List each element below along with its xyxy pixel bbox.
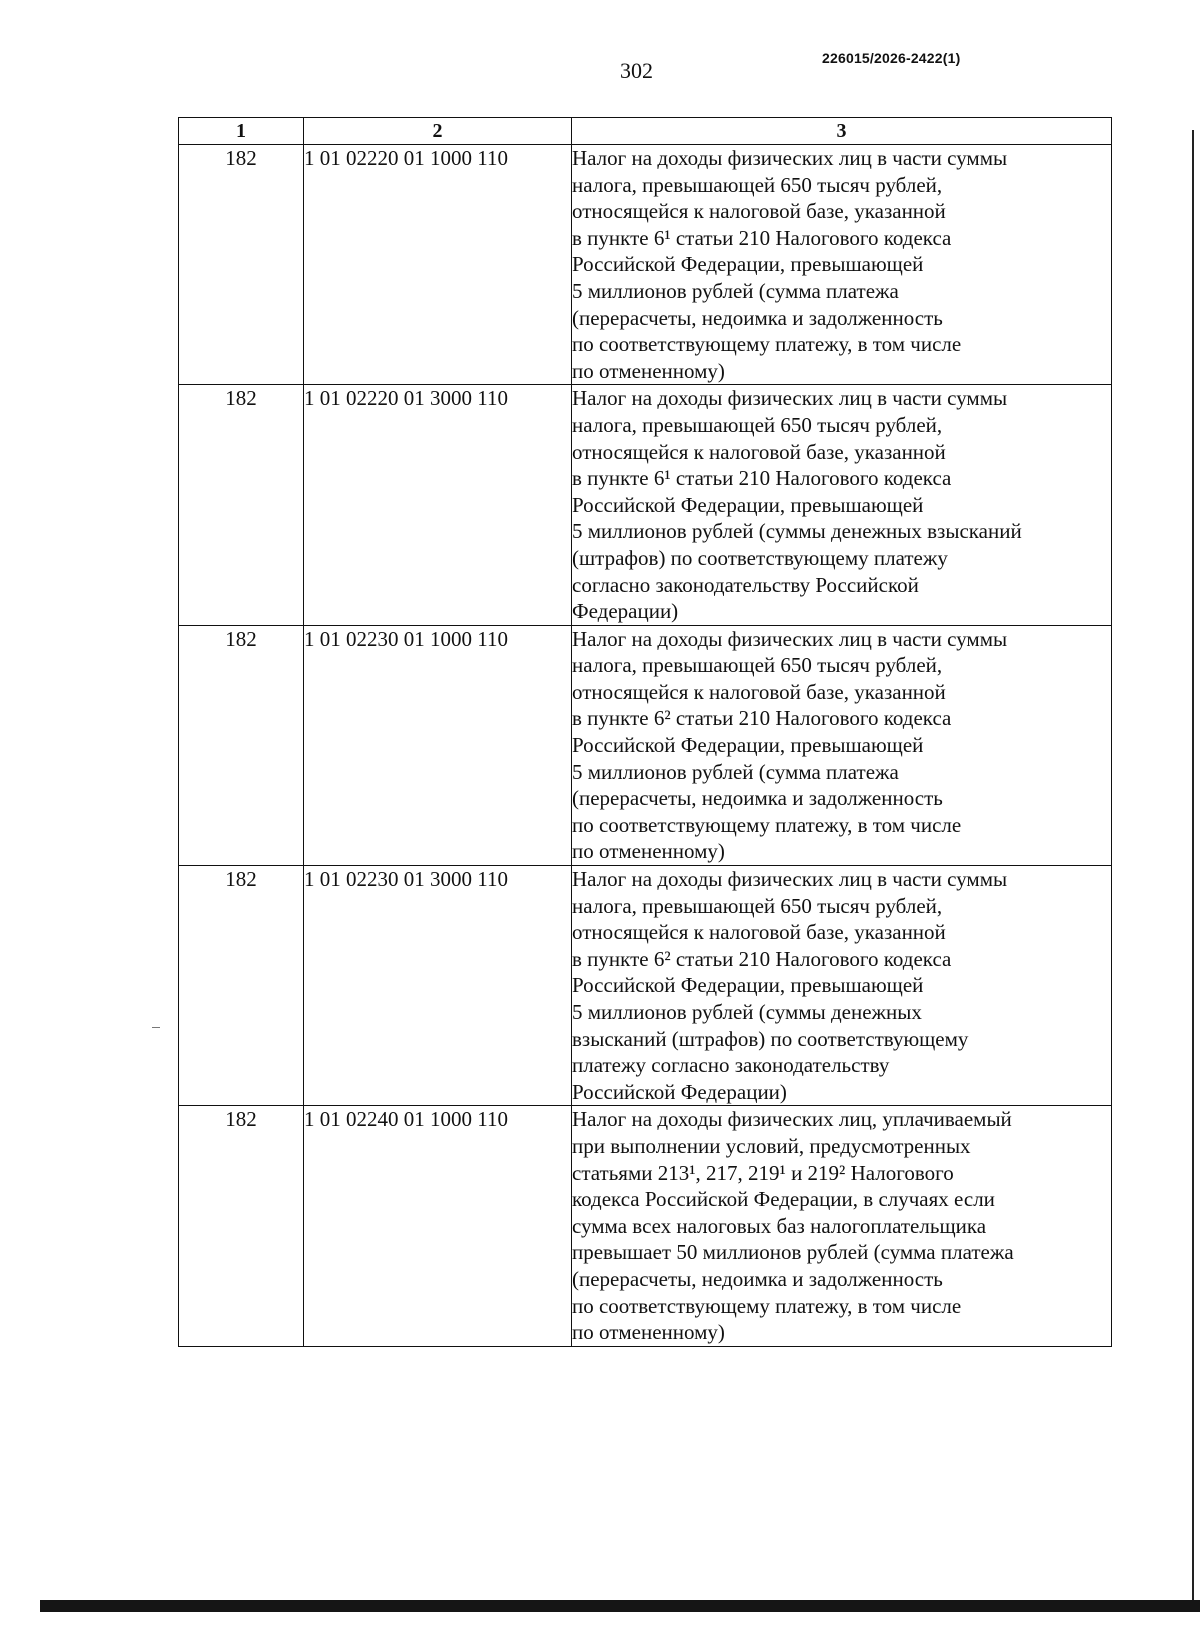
table-header-row — [179, 118, 1112, 145]
admin-code-cell: 182 — [179, 385, 304, 625]
description-line: превышает 50 миллионов рублей (сумма платежа — [572, 1240, 1014, 1265]
description-line: относящейся к налоговой базе, указанной — [572, 439, 946, 464]
description-line: Российской Федерации, превышающей — [572, 973, 924, 998]
header-col-2: 2 — [304, 118, 572, 145]
description-line: по отмененному) — [572, 839, 725, 864]
scan-bottom-border — [40, 1600, 1200, 1612]
description-line: по отмененному) — [572, 358, 725, 383]
description-line: Налог на доходы физических лиц, уплачиваемый — [572, 1107, 1012, 1132]
description-line: 5 миллионов рублей (сумма платежа — [572, 759, 899, 784]
description-line: 5 миллионов рублей (суммы денежных — [572, 1000, 922, 1024]
scan-edge-line — [1192, 130, 1194, 1600]
description-line: в пункте 6² статьи 210 Налогового кодекса — [572, 946, 952, 971]
description-line: в пункте 6¹ статьи 210 Налогового кодекса — [572, 466, 952, 491]
description-line: относящейся к налоговой базе, указанной — [572, 199, 946, 224]
scan-margin-mark — [152, 1027, 160, 1028]
description-line: взысканий (штрафов) по соответствующему — [572, 1026, 969, 1051]
description-line: по отмененному) — [572, 1320, 725, 1345]
description-line: Налог на доходы физических лиц в части суммы — [572, 386, 1008, 411]
table-row — [179, 625, 1112, 865]
description-line: в пункте 6² статьи 210 Налогового кодекса — [572, 706, 952, 731]
description-line: 5 миллионов рублей (сумма платежа — [572, 278, 899, 303]
description-line: (штрафов) по соответствующему платежу — [572, 545, 948, 570]
budget-classification-code-cell: 1 01 02220 01 1000 110 — [304, 145, 572, 385]
admin-code-cell: 182 — [179, 145, 304, 385]
description-line: статьями 213¹, 217, 219¹ и 219² Налогового — [572, 1160, 954, 1185]
table-row — [179, 866, 1112, 1106]
description-cell — [572, 866, 1112, 1106]
header-col-1: 1 — [179, 118, 304, 145]
description-line: Налог на доходы физических лиц в части суммы — [572, 626, 1008, 651]
table-row — [179, 145, 1112, 385]
description-line: Налог на доходы физических лиц в части суммы — [572, 146, 1008, 170]
budget-classification-code-cell: 1 01 02220 01 3000 110 — [304, 385, 572, 625]
admin-code-cell: 182 — [179, 1106, 304, 1346]
description-line: (перерасчеты, недоимка и задолженность — [572, 1266, 943, 1291]
description-cell — [572, 145, 1112, 385]
header-col-3: 3 — [572, 118, 1112, 145]
description-line: платежу согласно законодательству — [572, 1053, 890, 1078]
description-line: при выполнении условий, предусмотренных — [572, 1133, 971, 1158]
page-number: 302 — [620, 58, 653, 83]
description-line: по соответствующему платежу, в том числе — [572, 332, 962, 357]
description-line: Российской Федерации) — [572, 1079, 787, 1104]
document-code: 226015/2026-2422(1) — [822, 50, 961, 66]
budget-codes-table — [178, 117, 1112, 1347]
description-line: в пункте 6¹ статьи 210 Налогового кодекса — [572, 225, 952, 250]
admin-code-cell: 182 — [179, 625, 304, 865]
budget-classification-code-cell: 1 01 02230 01 3000 110 — [304, 866, 572, 1106]
description-line: по соответствующему платежу, в том числе — [572, 1293, 962, 1318]
description-line: Российской Федерации, превышающей — [572, 733, 924, 758]
description-cell — [572, 625, 1112, 865]
description-line: (перерасчеты, недоимка и задолженность — [572, 786, 943, 811]
description-line: налога, превышающей 650 тысяч рублей, — [572, 893, 943, 918]
description-line: налога, превышающей 650 тысяч рублей, — [572, 653, 943, 678]
description-line: Федерации) — [572, 599, 679, 624]
table-row — [179, 1106, 1112, 1346]
description-line: сумма всех налоговых баз налогоплательщика — [572, 1213, 987, 1238]
description-line: кодекса Российской Федерации, в случаях если — [572, 1187, 995, 1212]
description-line: налога, превышающей 650 тысяч рублей, — [572, 412, 943, 437]
admin-code-cell: 182 — [179, 866, 304, 1106]
description-line: по соответствующему платежу, в том числе — [572, 812, 962, 837]
description-line: налога, превышающей 650 тысяч рублей, — [572, 172, 943, 197]
description-line: Налог на доходы физических лиц в части суммы — [572, 867, 1008, 892]
description-line: 5 миллионов рублей (суммы денежных взысканий — [572, 519, 1022, 544]
table-row — [179, 385, 1112, 625]
description-line: Российской Федерации, превышающей — [572, 252, 924, 277]
description-line: (перерасчеты, недоимка и задолженность — [572, 305, 943, 330]
description-cell — [572, 1106, 1112, 1346]
budget-classification-code-cell: 1 01 02230 01 1000 110 — [304, 625, 572, 865]
description-cell — [572, 385, 1112, 625]
budget-classification-code-cell: 1 01 02240 01 1000 110 — [304, 1106, 572, 1346]
description-line: относящейся к налоговой базе, указанной — [572, 679, 946, 704]
description-line: Российской Федерации, превышающей — [572, 492, 924, 517]
description-line: согласно законодательству Российской — [572, 572, 919, 597]
description-line: относящейся к налоговой базе, указанной — [572, 920, 946, 945]
